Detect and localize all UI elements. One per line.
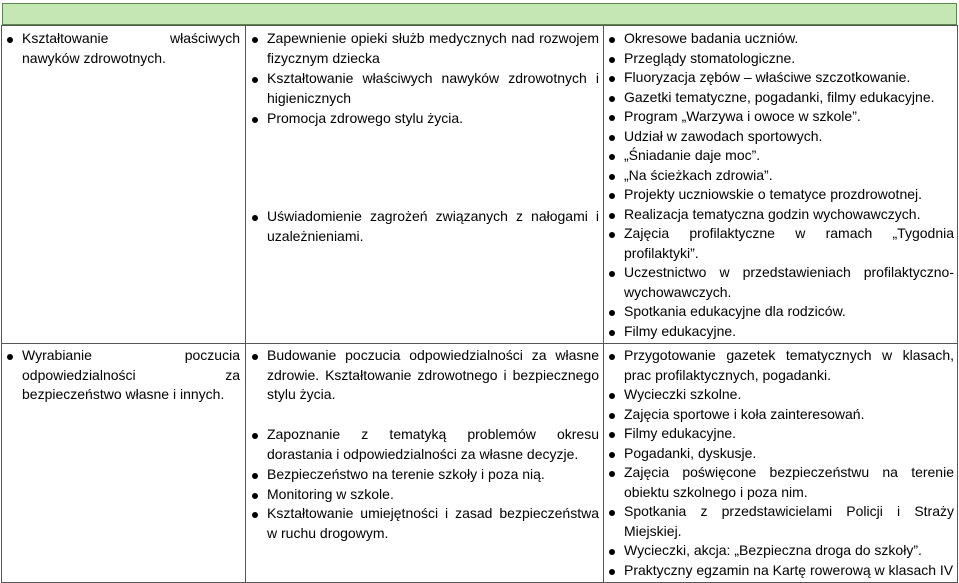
task-text: Monitoring w szkole. xyxy=(267,485,394,502)
bullet-icon xyxy=(609,569,615,575)
task-text: Promocja zdrowego stylu życia. xyxy=(267,110,464,126)
action-text: Przeglądy stomatologiczne. xyxy=(624,49,796,66)
bullet-icon xyxy=(609,330,615,336)
tasks-cell xyxy=(247,69,599,108)
list-item xyxy=(604,224,954,263)
bullet-icon xyxy=(252,77,258,83)
bullet-icon xyxy=(609,193,615,199)
action-text: „Na ścieżkach zdrowia”. xyxy=(624,166,773,183)
bullet-icon xyxy=(609,154,615,160)
action-text: Projekty uczniowskie o tematyce prozdrowotnej. xyxy=(624,186,923,202)
list-item xyxy=(247,207,599,246)
action-text: Praktyczny egzamin na Kartę rowerową w klasach IV xyxy=(624,561,954,578)
action-text: „Śniadanie daje moc”. xyxy=(624,147,761,163)
action-text: Filmy edukacyjne. xyxy=(624,322,737,339)
list-item xyxy=(604,127,954,147)
task-text: Zapewnienie opieki służb medycznych nad rozwojem fizycznym dziecka xyxy=(267,30,599,66)
bullet-icon xyxy=(252,117,258,123)
list-item xyxy=(604,302,954,322)
bullet-icon xyxy=(252,512,258,518)
list-item xyxy=(247,485,599,505)
list-item xyxy=(604,68,954,88)
list-item xyxy=(247,69,599,108)
bullet-icon xyxy=(609,393,615,399)
action-text: Realizacja tematyczna godzin wychowawczych. xyxy=(624,205,921,222)
action-text: Zajęcia poświęcone bezpieczeństwu na terenie obiektu szkolnego i poza nim. xyxy=(624,464,954,500)
bullet-icon xyxy=(252,433,258,439)
list-item xyxy=(604,444,954,464)
bullet-icon xyxy=(609,354,615,360)
action-text: Program „Warzywa i owoce w szkole”. xyxy=(624,108,861,124)
list-item xyxy=(604,88,954,108)
action-text: Wycieczki szkolne. xyxy=(624,386,742,402)
goal-text: Kształtowanie właściwych nawyków zdrowotnych. xyxy=(22,30,240,66)
list-item xyxy=(604,166,954,186)
bullet-icon xyxy=(609,471,615,477)
table-header-band xyxy=(2,3,957,25)
bullet-icon xyxy=(609,37,615,43)
tasks-cell xyxy=(247,29,599,68)
bullet-icon xyxy=(609,232,615,238)
bullet-icon xyxy=(609,549,615,555)
action-text: Filmy edukacyjne. xyxy=(624,425,737,441)
goal-cell xyxy=(2,29,240,68)
action-text: Okresowe badania uczniów. xyxy=(624,30,799,46)
bullet-icon xyxy=(609,174,615,180)
list-item xyxy=(604,49,954,69)
bullet-icon xyxy=(609,452,615,458)
action-text: Spotkania z przedstawicielami Policji i Straży Miejskiej. xyxy=(624,503,954,539)
bullet-icon xyxy=(609,413,615,419)
task-text: Uświadomienie zagrożeń związanych z nałogami i uzależnieniami. xyxy=(267,208,599,244)
action-text: Przygotowanie gazetek tematycznych w klasach, prac profilaktycznych, pogadanki. xyxy=(624,347,954,383)
bullet-icon xyxy=(609,76,615,82)
list-item xyxy=(247,425,599,464)
bullet-icon xyxy=(7,354,13,360)
task-text: Zapoznanie z tematyką problemów okresu dorastania i odpowiedzialności za własne decyzje. xyxy=(267,426,599,462)
tasks-cell xyxy=(247,425,599,464)
action-text: Wycieczki, akcja: „Bezpieczna droga do szkoły”. xyxy=(624,542,922,558)
goal-cell xyxy=(2,346,240,405)
column-divider xyxy=(245,25,246,583)
bullet-icon xyxy=(252,354,258,360)
list-item xyxy=(604,424,954,444)
bullet-icon xyxy=(252,473,258,479)
tasks-cell xyxy=(247,207,599,246)
bullet-icon xyxy=(609,271,615,277)
action-text: Gazetki tematyczne, pogadanki, filmy edukacyjne. xyxy=(624,88,935,105)
list-item xyxy=(247,465,599,485)
tasks-cell xyxy=(247,109,599,129)
list-item xyxy=(604,385,954,405)
bullet-icon xyxy=(609,96,615,102)
list-item xyxy=(604,29,954,49)
list-item xyxy=(247,346,599,405)
action-text: Spotkania edukacyjne dla rodziców. xyxy=(624,303,846,319)
tasks-cell xyxy=(247,465,599,543)
task-text: Budowanie poczucia odpowiedzialności za własne zdrowie. Kształtowanie zdrowotnego i bezpiecznego stylu życia. xyxy=(267,347,599,402)
bullet-icon xyxy=(252,37,258,43)
list-item xyxy=(604,405,954,425)
actions-cell xyxy=(604,29,954,341)
bullet-icon xyxy=(609,510,615,516)
bullet-icon xyxy=(609,432,615,438)
list-item xyxy=(247,29,599,68)
bullet-icon xyxy=(609,57,615,63)
bullet-icon xyxy=(609,135,615,141)
bullet-icon xyxy=(252,215,258,221)
list-item xyxy=(604,346,954,385)
action-text: Zajęcia sportowe i koła zainteresowań. xyxy=(624,405,865,422)
bullet-icon xyxy=(609,115,615,121)
list-item xyxy=(2,346,240,405)
action-text: Uczestnictwo w przedstawieniach profilaktyczno-wychowawczych. xyxy=(624,264,954,300)
action-text: Udział w zawodach sportowych. xyxy=(624,127,823,144)
actions-cell xyxy=(604,346,954,580)
list-item xyxy=(604,502,954,541)
task-text: Kształtowanie właściwych nawyków zdrowotnych i higienicznych xyxy=(267,70,599,106)
bullet-icon xyxy=(609,213,615,219)
list-item xyxy=(604,205,954,225)
goal-text: Wyrabianie poczucia odpowiedzialności za bezpieczeństwo własne i innych. xyxy=(22,347,240,402)
list-item xyxy=(604,463,954,502)
list-item xyxy=(604,263,954,302)
list-item xyxy=(604,107,954,127)
list-item xyxy=(2,29,240,68)
task-text: Kształtowanie umiejętności i zasad bezpieczeństwa w ruchu drogowym. xyxy=(267,505,599,541)
row-divider xyxy=(1,343,958,344)
action-text: Zajęcia profilaktyczne w ramach „Tygodnia profilaktyki”. xyxy=(624,225,954,261)
list-item xyxy=(604,561,954,581)
list-item xyxy=(247,504,599,543)
action-text: Fluoryzacja zębów – właściwe szczotkowanie. xyxy=(624,69,911,85)
list-item xyxy=(604,541,954,561)
tasks-cell xyxy=(247,346,599,405)
task-text: Bezpieczeństwo na terenie szkoły i poza nią. xyxy=(267,466,545,482)
action-text: Pogadanki, dyskusje. xyxy=(624,444,757,461)
list-item xyxy=(604,185,954,205)
list-item xyxy=(247,109,599,129)
list-item xyxy=(604,322,954,342)
bullet-icon xyxy=(7,37,13,43)
list-item xyxy=(604,146,954,166)
bullet-icon xyxy=(609,310,615,316)
bullet-icon xyxy=(252,493,258,499)
